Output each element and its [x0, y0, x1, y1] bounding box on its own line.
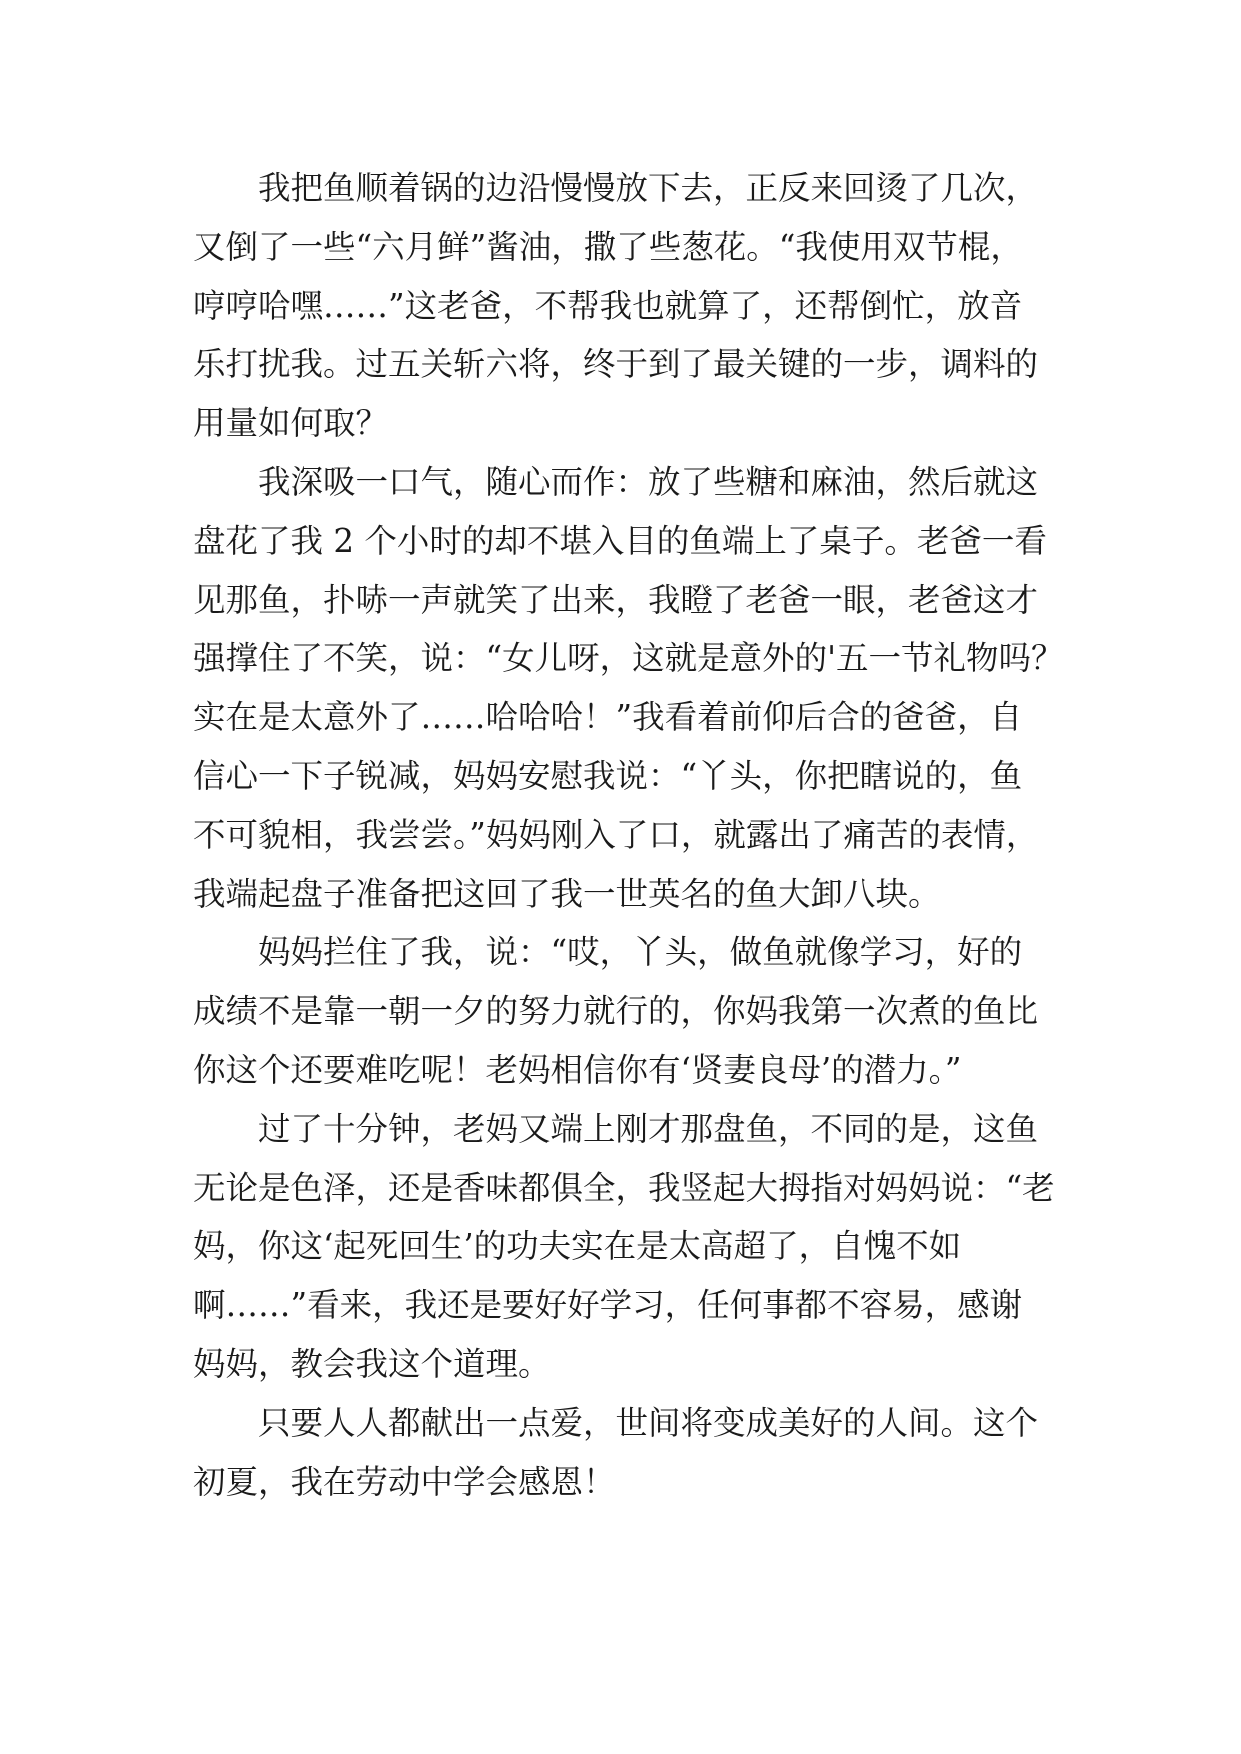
text-line: 我端起盘子准备把这回了我一世英名的鱼大卸八块。 — [193, 874, 941, 913]
text-line: 我把鱼顺着锅的边沿慢慢放下去，正反来回烫了几次， — [258, 169, 1039, 207]
text-line: 妈妈拦住了我，说：“哎，丫头，做鱼就像学习，好的 — [258, 933, 1023, 972]
text-line: 成绩不是靠一朝一夕的努力就行的，你妈我第一次煮的鱼比 — [193, 992, 1039, 1031]
text-line: 用量如何取？ — [193, 404, 389, 443]
document-body — [193, 159, 1065, 1579]
text-line: 又倒了一些“六月鲜”酱油，撒了些葱花。“我使用双节棍， — [193, 227, 1023, 266]
text-line: 我深吸一口气，随心而作：放了些糖和麻油，然后就这 — [258, 462, 1039, 501]
text-line: 实在是太意外了……哈哈哈！”我看着前仰后合的爸爸，自 — [193, 698, 1023, 737]
text-line: 无论是色泽，还是香味都俱全，我竖起大拇指对妈妈说：“老 — [193, 1168, 1055, 1207]
text-line: 妈，你这‘起死回生’的功夫实在是太高超了，自愧不如 — [193, 1227, 962, 1266]
text-line: 乐打扰我。过五关斩六将，终于到了最关键的一步，调料的 — [193, 345, 1039, 384]
text-line: 初夏，我在劳动中学会感恩！ — [193, 1462, 616, 1501]
text-line: 你这个还要难吃呢！老妈相信你有‘贤妻良母’的潜力。” — [193, 1050, 962, 1089]
text-line: 盘花了我 2 个小时的却不堪入目的鱼端上了桌子。老爸一看 — [193, 521, 1047, 560]
text-line: 啊……”看来，我还是要好好学习，任何事都不容易，感谢 — [193, 1286, 1023, 1325]
text-line: 信心一下子锐减，妈妈安慰我说：“丫头，你把瞎说的，鱼 — [193, 756, 1023, 795]
text-line: 哼哼哈嘿……”这老爸，不帮我也就算了，还帮倒忙，放音 — [193, 286, 1023, 325]
text-line: 妈妈，教会我这个道理。 — [193, 1344, 551, 1383]
text-line: 强撑住了不笑，说：“女儿呀，这就是意外的'五一节礼物吗？ — [193, 639, 1064, 678]
text-line: 只要人人都献出一点爱，世间将变成美好的人间。这个 — [258, 1403, 1039, 1442]
text-line: 见那鱼，扑哧一声就笑了出来，我瞪了老爸一眼，老爸这才 — [193, 580, 1039, 619]
text-line: 过了十分钟，老妈又端上刚才那盘鱼，不同的是，这鱼 — [258, 1109, 1039, 1148]
text-line: 不可貌相，我尝尝。”妈妈刚入了口，就露出了痛苦的表情， — [193, 815, 1039, 854]
